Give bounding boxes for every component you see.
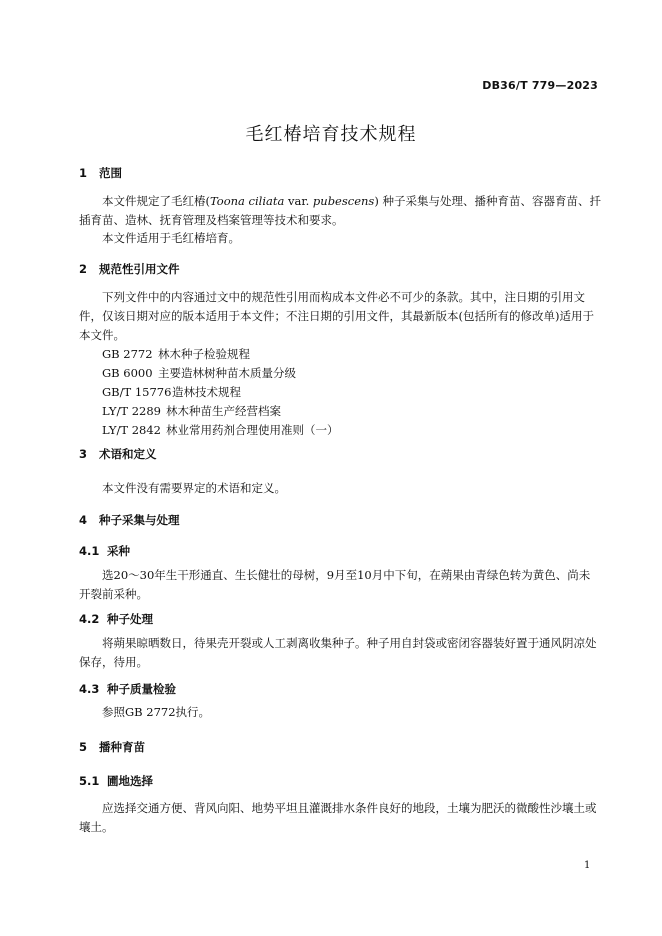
reference-code: GB/T 15776 [102,385,172,399]
paragraph-applicability: 本文件适用于毛红椿培育。 [102,231,240,245]
paragraph-seed-quality: 参照GB 2772执行。 [102,705,211,719]
subsection-number: 4.2 [79,612,100,626]
paragraph-seed-collection: 选20～30年生干形通直、生长健壮的母树，9月至10月中下旬，在蒴果由青绿色转为黄色、尚未开裂前采种。 [79,568,591,601]
section-title: 种子采集与处理 [99,513,180,527]
section-heading-5 [79,739,145,755]
latin-variety: pubescens [312,194,375,208]
reference-item [102,383,241,402]
paragraph-normative-refs: 下列文件中的内容通过文中的规范性引用而构成本文件必不可少的条款。其中，注日期的引用文件，仅该日期对应的版本适用于本文件；不注日期的引用文件，其最新版本(包括所有的修改单)适用于本文件。 [79,290,594,342]
section-number: 1 [79,166,88,180]
page-number: 1 [584,860,591,871]
section-title: 术语和定义 [99,447,157,461]
subsection-title: 圃地选择 [107,774,153,788]
paragraph-terms: 本文件没有需要界定的术语和定义。 [102,481,286,495]
reference-code: LY/T 2842 [102,423,161,437]
section-number: 5 [79,740,88,754]
subsection-title: 采种 [107,544,130,558]
subsection-number: 5.1 [79,774,100,788]
section-title: 规范性引用文件 [99,262,180,276]
reference-item [102,421,339,440]
subsection-number: 4.3 [79,682,100,696]
section-number: 3 [79,447,88,461]
section-number: 4 [79,513,88,527]
document-code: DB36/T 779—2023 [482,79,598,92]
reference-code: GB 2772 [102,347,153,361]
section-heading-1 [79,165,122,181]
text-run: 本文件规定了毛红椿( [102,194,210,208]
subsection-heading-4-1 [79,543,130,559]
section-title: 播种育苗 [99,740,145,754]
subsection-heading-4-3 [79,681,176,697]
subsection-heading-4-2 [79,611,153,627]
document-title: 毛红椿培育技术规程 [245,124,417,145]
reference-item [102,402,281,421]
section-heading-2 [79,261,180,277]
section-heading-3 [79,446,157,462]
subsection-number: 4.1 [79,544,100,558]
paragraph-nursery-site: 应选择交通方便、背风向阳、地势平坦且灌溉排水条件良好的地段，土壤为肥沃的微酸性沙壤土或壤土。 [79,801,597,834]
reference-code: LY/T 2289 [102,404,161,418]
text-run: var. [284,194,313,208]
reference-name: 主要造林树种苗木质量分级 [158,366,296,380]
reference-item [102,364,296,383]
section-heading-4 [79,512,180,528]
section-number: 2 [79,262,88,276]
reference-name: 林业常用药剂合理使用准则（一） [166,423,339,437]
reference-name: 林木种子检验规程 [158,347,250,361]
paragraph-seed-processing: 将蒴果晾晒数日，待果壳开裂或人工剥离收集种子。种子用自封袋或密闭容器装好置于通风阴凉处保存，待用。 [79,636,597,669]
reference-name: 造林技术规程 [172,385,241,399]
paragraph-scope [79,192,601,230]
text-run: ) 种子采集与处理、播种育苗、容器育苗、扦插育苗、造林、抚育管理及档案管理等技术和要求。 [79,194,601,227]
reference-name: 林木种苗生产经营档案 [166,404,281,418]
reference-item [102,345,250,364]
subsection-title: 种子处理 [107,612,153,626]
subsection-heading-5-1 [79,773,153,789]
reference-code: GB 6000 [102,366,153,380]
section-title: 范围 [99,166,122,180]
latin-genus-species: Toona ciliata [210,194,285,208]
subsection-title: 种子质量检验 [107,682,176,696]
